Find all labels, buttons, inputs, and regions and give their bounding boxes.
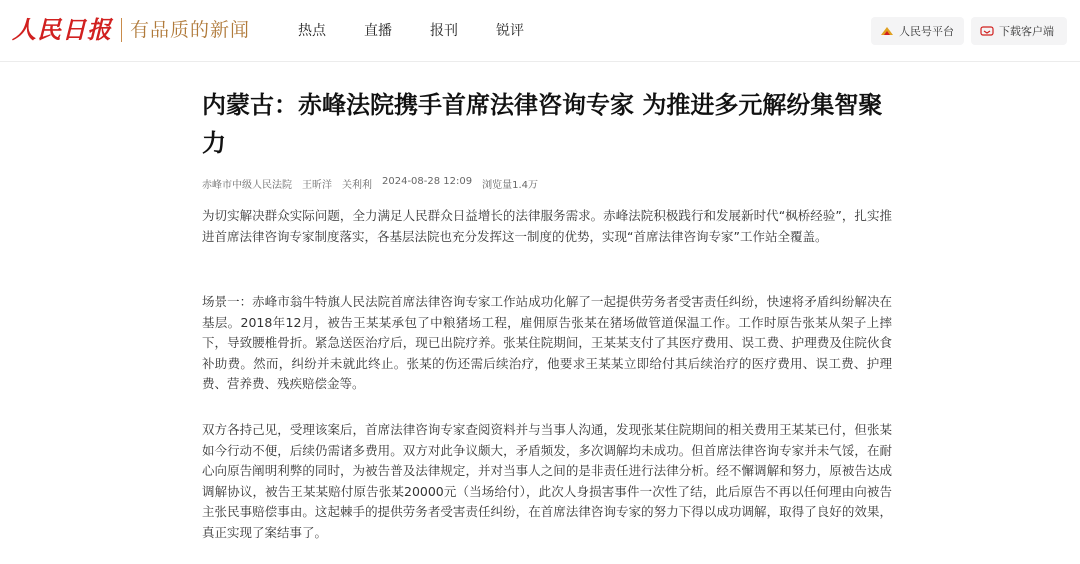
site-header [0, 0, 1080, 62]
nav-item-commentary[interactable]: 锐评 [496, 23, 524, 39]
app-download-icon [980, 25, 994, 37]
nav-item-live[interactable]: 直播 [364, 23, 392, 39]
logo-mark: 人民日报 [12, 15, 112, 44]
logo-divider [121, 18, 122, 42]
article-views: 浏览量1.4万 [482, 180, 539, 191]
platform-button[interactable] [871, 17, 964, 45]
article-paragraph: 场景一：赤峰市翁牛特旗人民法院首席法律咨询专家工作站成功化解了一起提供劳务者受害责任纠纷，快速将矛盾纠纷解决在基层。2018年12月，被告王某某承包了中粮猪场工程，雇佣原告张某在猪场做管道保温工作。工作时原告张某从架子上摔下，导致腰椎骨折。紧急送医治疗后，现已出院疗养。张某住院期间，王某某支付了其医疗费用、误工费、护理费及住院伙食补助费。然而，纠纷并未就此终止。张某的伤还需后续治疗，他要求王某某立即给付其后续治疗的医疗费用、误工费、护理费、营养费、残疾赔偿金等。 [202, 294, 892, 391]
download-app-button[interactable] [971, 17, 1067, 45]
nav-item-hot[interactable]: 热点 [298, 23, 326, 39]
article-paragraph: 为切实解决群众实际问题，全力满足人民群众日益增长的法律服务需求。赤峰法院积极践行和发展新时代“枫桥经验”，扎实推进首席法律咨询专家制度落实，各基层法院也充分发挥这一制度的优势，实现“首席法律咨询专家”工作站全覆盖。 [202, 208, 892, 244]
platform-icon [880, 25, 894, 37]
nav-item-newspaper[interactable]: 报刊 [430, 23, 458, 39]
site-logo[interactable] [12, 14, 250, 46]
platform-button-label: 人民号平台 [899, 25, 954, 38]
article-meta [202, 176, 548, 191]
article-datetime: 2024-08-28 12:09 [382, 176, 473, 187]
article-source: 赤峰市中级人民法院 [202, 180, 292, 191]
main-nav [298, 20, 562, 42]
article-author: 王昕洋 [302, 180, 332, 191]
logo-slogan: 有品质的新闻 [130, 19, 251, 41]
article-paragraph: 双方各持己见，受理该案后，首席法律咨询专家查阅资料并与当事人沟通，发现张某住院期间的相关费用王某某已付，但张某如今行动不便，后续仍需诸多费用。双方对此争议颇大，矛盾频发，多次调解均未成功。但首席法律咨询专家并未气馁，在耐心向原告阐明利弊的同时，为被告普及法律规定，并对当事人之间的是非责任进行法律分析。经不懈调解和努力，原被告达成调解协议，被告王某某赔付原告张某20000元（当场给付），此次人身损害事件一次性了结，此后原告不再以任何理由向被告主张民事赔偿事由。这起棘手的提供劳务者受害责任纠纷，在首席法律咨询专家的努力下得以成功调解，取得了良好的效果，真正实现了案结事了。 [202, 422, 892, 540]
article-title: 内蒙古：赤峰法院携手首席法律咨询专家 为推进多元解纷集智聚力 [202, 91, 883, 157]
article-author: 关利利 [342, 180, 372, 191]
download-button-label: 下载客户端 [999, 25, 1054, 38]
